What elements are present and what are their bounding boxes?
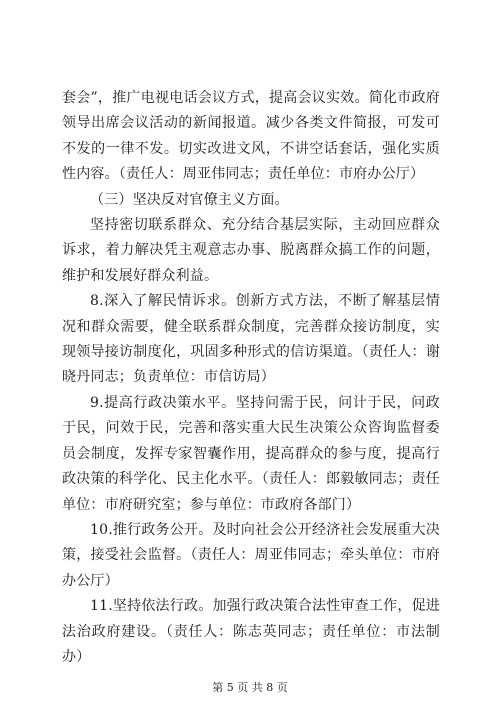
paragraph-7: 11.坚持依法行政。加强行政决策合法性审查工作，促进法治政府建设。（责任人：陈志英同志；责任单位：市法制办）: [62, 598, 440, 665]
page-footer: 第 5 页 共 8 页: [212, 681, 288, 694]
paragraph-1: 套会”，推广电视电话会议方式，提高会议实效。简化市政府领导出席会议活动的新闻报道。减少各类文件简报，可发可不发的一律不发。切实改进文风，不讲空话套话，强化实质性内容。（责任人：周亚伟同志；责任单位：市府办公厅）: [62, 90, 440, 183]
paragraph-6: 10.推行政务公开。及时向社会公开经济社会发展重大决策，接受社会监督。（责任人：周亚伟同志；牵头单位：市府办公厅）: [62, 521, 440, 589]
document-body: [62, 86, 440, 670]
paragraph-5: 9.提高行政决策水平。坚持问需于民，问计于民，问政于民，问效于民，完善和落实重大民生决策公众咨询监督委员会制度，发挥专家智囊作用，提高群众的参与度，提高行政决策的科学化、民主化水平。（责任人：郎毅敏同志；责任单位：市府研究室；参与单位：市政府各部门）: [62, 394, 440, 513]
paragraph-3: 坚持密切联系群众、充分结合基层实际，主动回应群众诉求，着力解决凭主观意志办事、脱离群众搞工作的问题，维护和发展好群众利益。: [62, 217, 440, 284]
paragraph-4: 8.深入了解民情诉求。创新方式方法，不断了解基层情况和群众需要，健全联系群众制度，完善群众接访制度，实现领导接访制度化，巩固多种形式的信访渠道。（责任人：谢晓丹同志；负责单位：市信访局）: [62, 293, 440, 386]
paragraph-2: （三）坚决反对官僚主义方面。: [90, 191, 289, 208]
